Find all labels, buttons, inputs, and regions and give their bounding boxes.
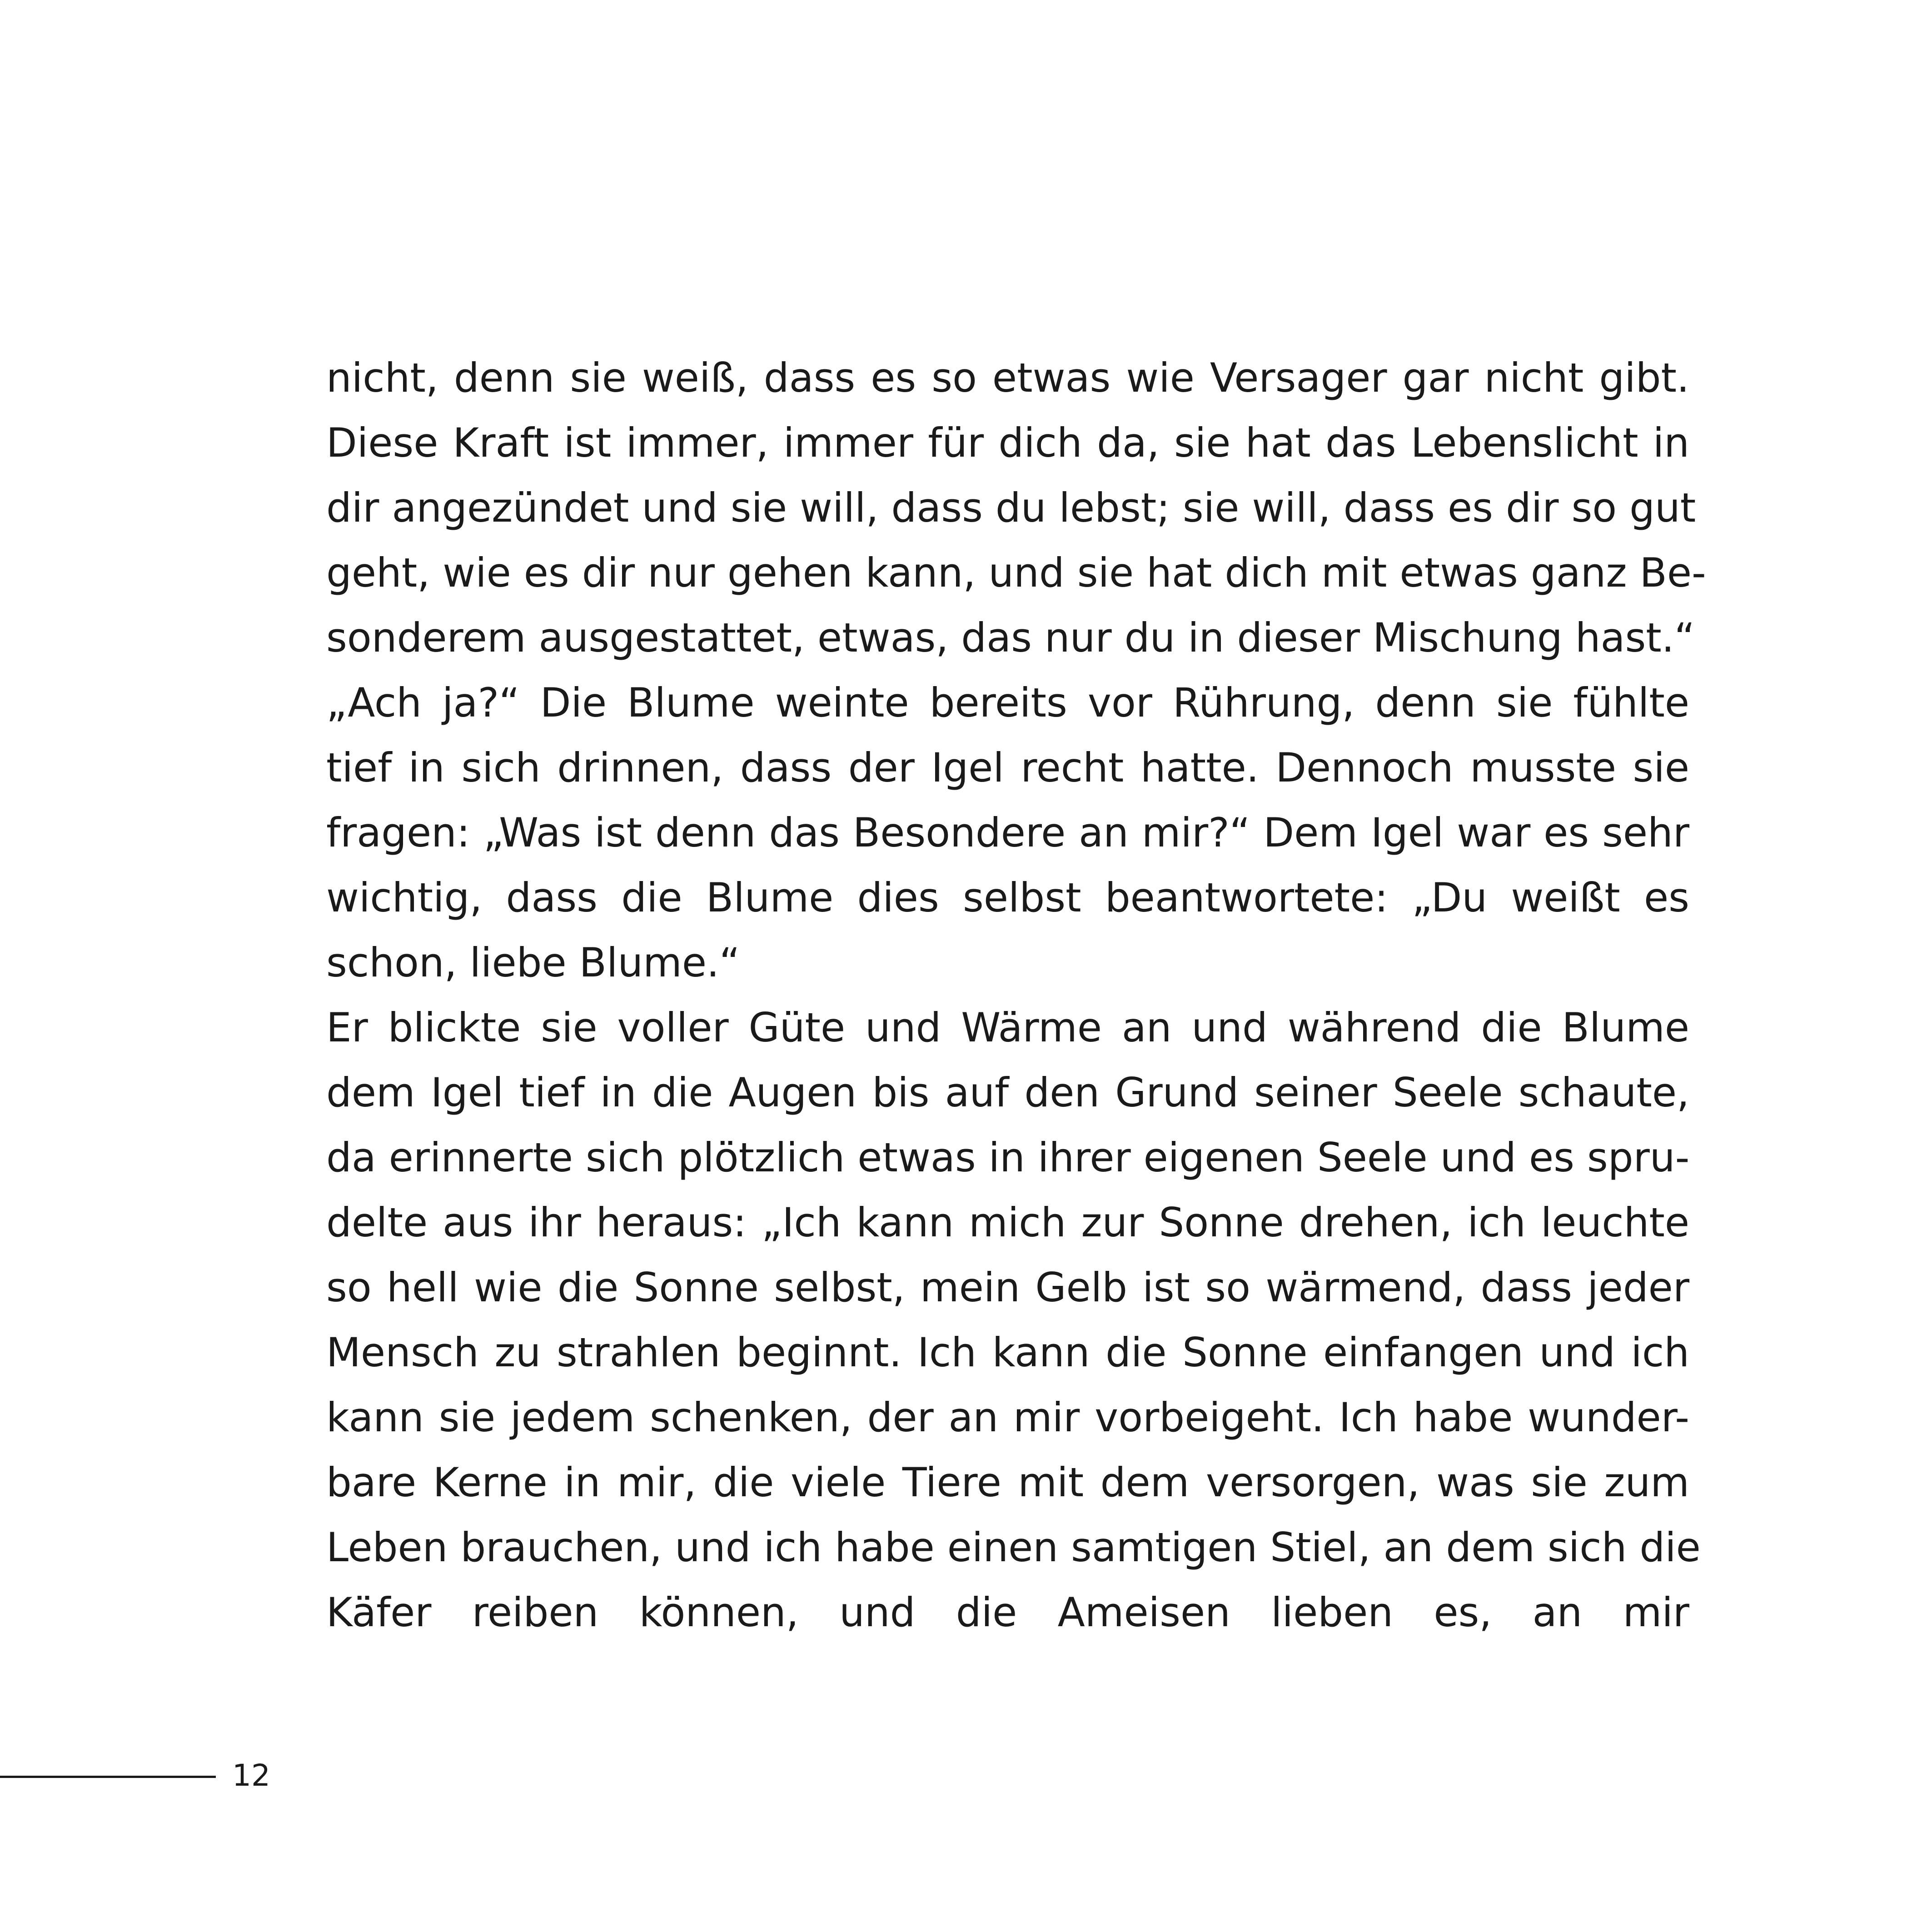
text-line: Leben brauchen, und ich habe einen samtigen Stiel, an dem sich die (326, 1524, 1701, 1571)
text-line: dem Igel tief in die Augen bis auf den Grund seiner Seele schaute, (326, 1069, 1689, 1116)
text-line: tief in sich drinnen, dass der Igel recht hatte. Dennoch musste sie (326, 744, 1689, 791)
text-line: Käfer reiben können, und die Ameisen lieben es, an mir (326, 1589, 1689, 1636)
text-line: schon, liebe Blume.“ (326, 939, 740, 986)
text-line: sonderem ausgestattet, etwas, das nur du in dieser Mischung hast.“ (326, 614, 1695, 661)
page-number: 12 (232, 1758, 270, 1793)
text-line: wichtig, dass die Blume dies selbst beantwortete: „Du weißt es (326, 874, 1689, 921)
text-line: kann sie jedem schenken, der an mir vorbeigeht. Ich habe wunder- (326, 1394, 1689, 1441)
text-line: Mensch zu strahlen beginnt. Ich kann die Sonne einfangen und ich (326, 1329, 1689, 1376)
text-line: nicht, denn sie weiß, dass es so etwas wie Versager gar nicht gibt. (326, 354, 1689, 401)
text-line: da erinnerte sich plötzlich etwas in ihrer eigenen Seele und es spru- (326, 1134, 1690, 1181)
body-text (326, 345, 1706, 1645)
text-line: „Ach ja?“ Die Blume weinte bereits vor Rührung, denn sie fühlte (326, 679, 1689, 726)
text-line: bare Kerne in mir, die viele Tiere mit dem versorgen, was sie zum (326, 1459, 1689, 1506)
text-line: geht, wie es dir nur gehen kann, und sie hat dich mit etwas ganz Be- (326, 549, 1706, 596)
text-line: Er blickte sie voller Güte und Wärme an und während die Blume (326, 1004, 1689, 1051)
text-line: so hell wie die Sonne selbst, mein Gelb ist so wärmend, dass jeder (326, 1264, 1689, 1311)
text-line: fragen: „Was ist denn das Besondere an mir?“ Dem Igel war es sehr (326, 809, 1689, 856)
folio-rule (0, 1776, 216, 1778)
text-line: delte aus ihr heraus: „Ich kann mich zur Sonne drehen, ich leuchte (326, 1199, 1689, 1246)
text-line: dir angezündet und sie will, dass du lebst; sie will, dass es dir so gut (326, 484, 1696, 531)
text-line: Diese Kraft ist immer, immer für dich da, sie hat das Lebenslicht in (326, 419, 1689, 466)
